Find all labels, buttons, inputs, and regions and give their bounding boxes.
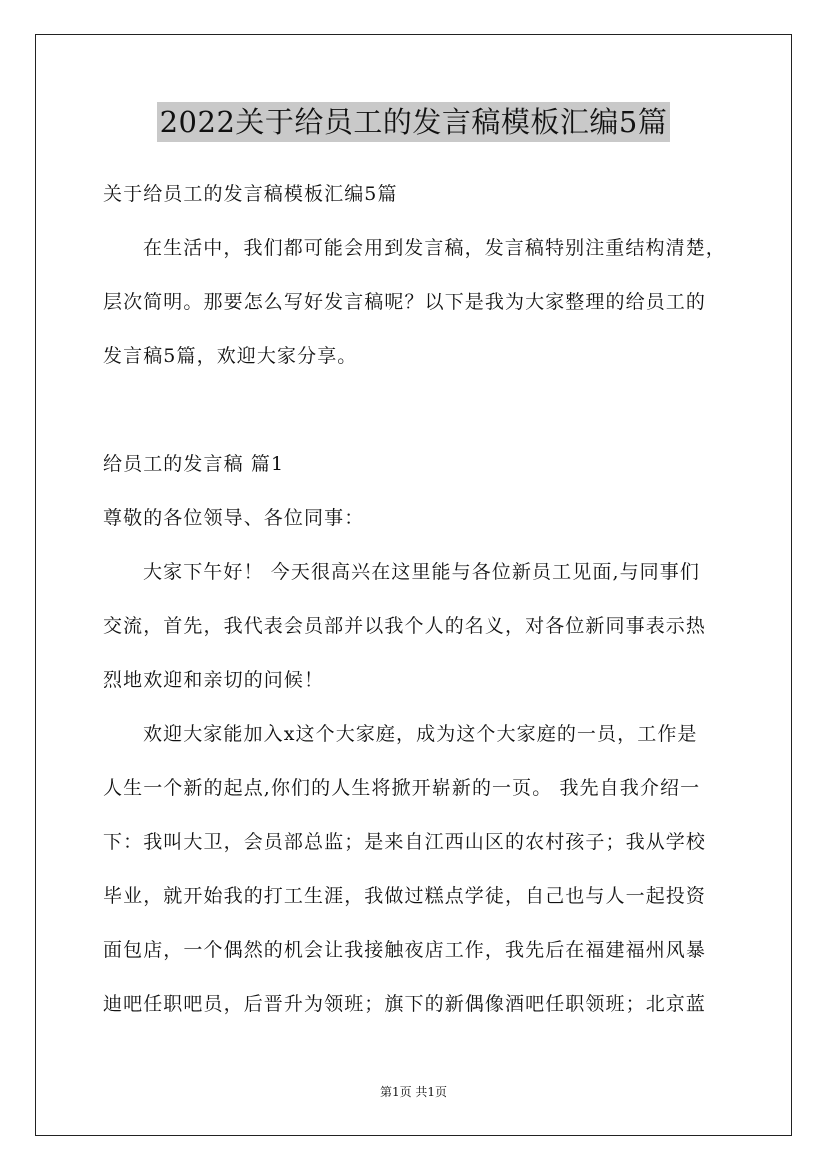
paragraph-line: 面包店，一个偶然的机会让我接触夜店工作，我先后在福建福州风暴	[103, 939, 707, 961]
paragraph-line: 交流，首先，我代表会员部并以我个人的名义，对各位新同事表示热	[103, 615, 707, 637]
paragraph-line: 人生一个新的起点,你们的人生将掀开崭新的一页。 我先自我介绍一	[103, 777, 701, 799]
paragraph-line: 毕业，就开始我的打工生涯，我做过糕点学徒，自己也与人一起投资	[103, 885, 707, 907]
intro-line: 在生活中，我们都可能会用到发言稿，发言稿特别注重结构清楚，	[143, 237, 726, 259]
paragraph-line: 欢迎大家能加入x这个大家庭，成为这个大家庭的一员，工作是	[143, 723, 698, 745]
page-footer: 第1页 共1页	[379, 1085, 448, 1099]
paragraph-line: 烈地欢迎和亲切的问候！	[103, 669, 325, 691]
intro-line: 发言稿5篇，欢迎大家分享。	[103, 345, 358, 367]
document-subtitle: 关于给员工的发言稿模板汇编5篇	[103, 183, 398, 205]
greeting: 尊敬的各位领导、各位同事：	[103, 507, 365, 529]
document-title-text: 2022关于给员工的发言稿模板汇编5篇	[157, 102, 671, 142]
document-title	[0, 101, 827, 142]
paragraph-line: 大家下午好！ 今天很高兴在这里能与各位新员工见面,与同事们	[143, 561, 700, 583]
document-body	[103, 177, 729, 1022]
paragraph-line: 迪吧任职吧员，后晋升为领班；旗下的新偶像酒吧任职领班；北京蓝	[103, 993, 707, 1015]
paragraph-line: 下：我叫大卫，会员部总监；是来自江西山区的农村孩子；我从学校	[103, 831, 707, 853]
intro-line: 层次简明。那要怎么写好发言稿呢？以下是我为大家整理的给员工的	[103, 291, 707, 313]
section-heading: 给员工的发言稿 篇1	[103, 453, 285, 475]
